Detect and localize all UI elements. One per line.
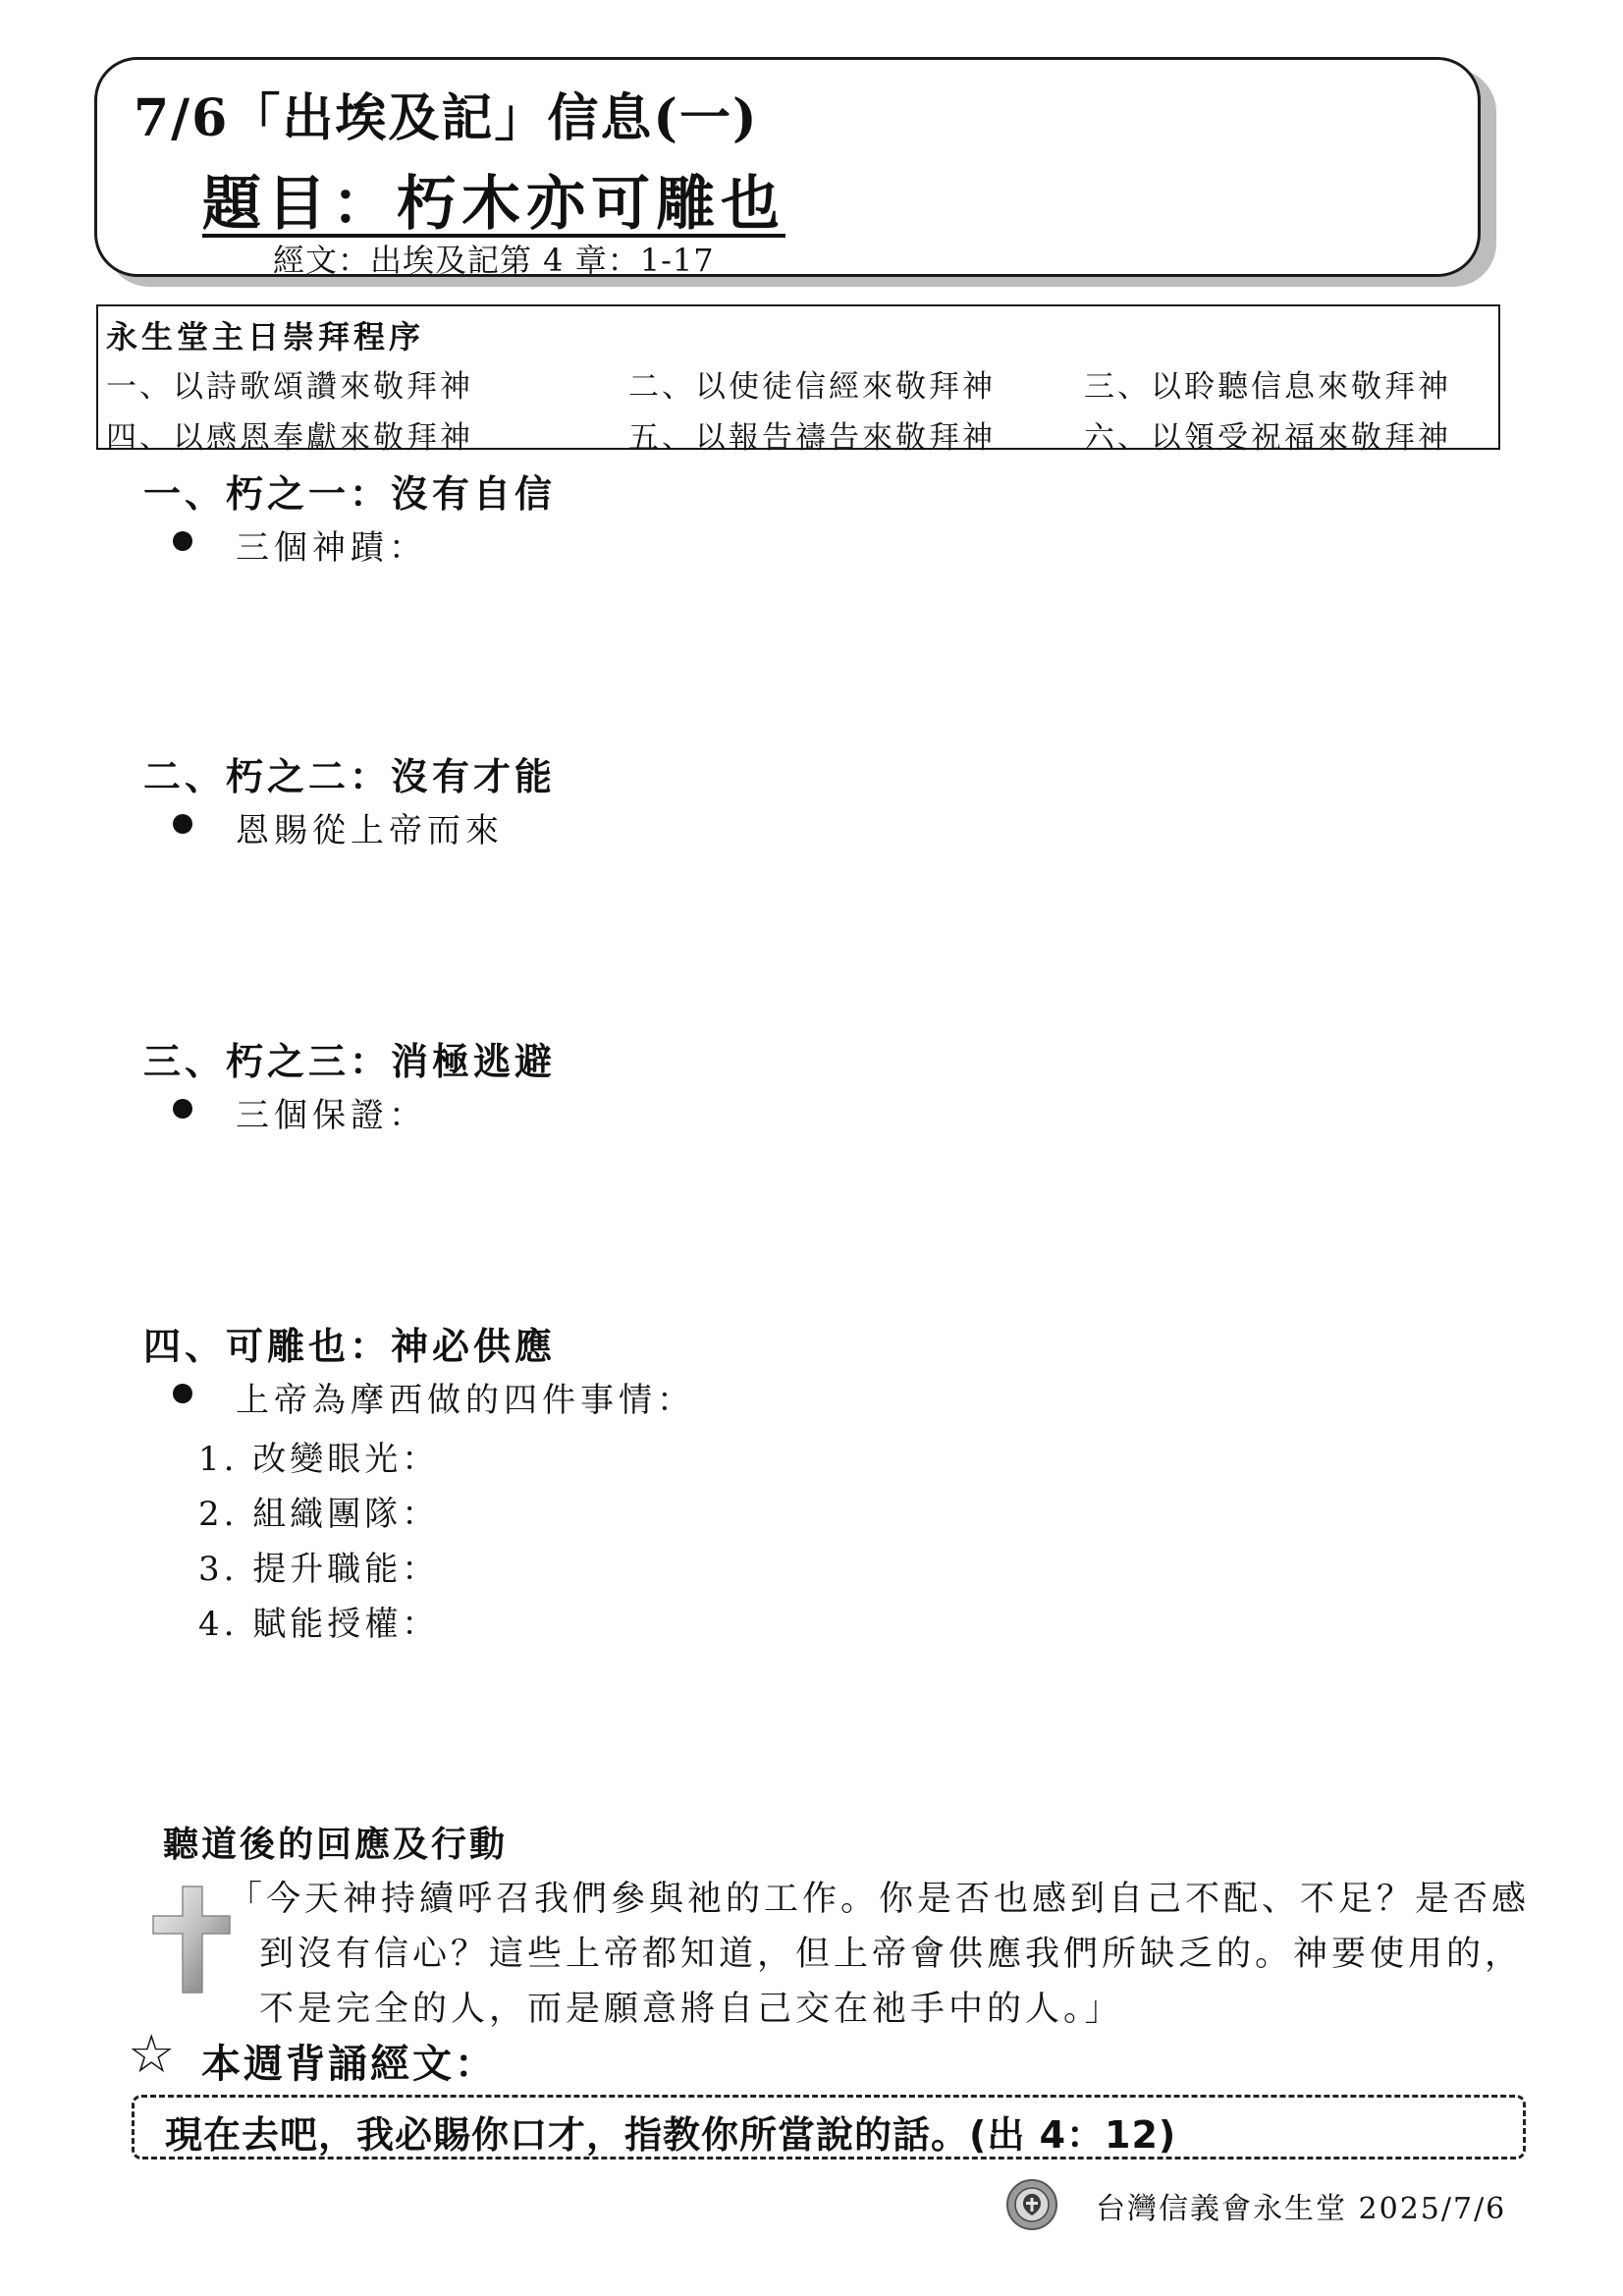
memory-verse-heading: 本週背誦經文：	[201, 2042, 497, 2087]
response-line: 不是完全的人，而是願意將自己交在祂手中的人。」	[259, 1990, 1123, 2029]
sermon-series-line: 7/6「出埃及記」信息(一)	[134, 88, 759, 148]
order-item: 一、以詩歌頌讚來敬拜神	[106, 369, 473, 405]
memory-verse-text: 現在去吧，我必賜你口才，指教你所當說的話。(出 4：12)	[165, 2113, 1177, 2157]
order-item: 六、以領受祝福來敬拜神	[1084, 420, 1451, 456]
section-heading: 二、朽之二：沒有才能	[143, 754, 557, 798]
section-heading: 三、朽之三：消極逃避	[143, 1039, 557, 1083]
sermon-title: 題目：朽木亦可雕也	[202, 170, 785, 239]
order-item: 五、以報告禱告來敬拜神	[628, 420, 996, 456]
order-of-worship-title: 永生堂主日崇拜程序	[106, 318, 425, 355]
scripture-reference: 經文：出埃及記第 4 章：1-17	[273, 242, 715, 279]
bullet-text: 恩賜從上帝而來	[236, 811, 504, 850]
bullet-text: 三個神蹟：	[236, 528, 427, 568]
bullet-icon	[173, 814, 192, 834]
order-item: 二、以使徒信經來敬拜神	[628, 369, 996, 405]
response-line: 「今天神持續呼召我們參與祂的工作。你是否也感到自己不配、不足？是否感	[228, 1880, 1531, 1919]
bullet-icon	[173, 1099, 192, 1119]
numbered-item: 2. 組織團隊：	[198, 1495, 440, 1534]
numbered-item: 4. 賦能授權：	[198, 1605, 440, 1644]
section-heading: 一、朽之一：沒有自信	[143, 471, 557, 516]
numbered-item: 1. 改變眼光：	[198, 1440, 440, 1479]
numbered-item: 3. 提升職能：	[198, 1550, 440, 1589]
response-line: 到沒有信心？這些上帝都知道，但上帝會供應我們所缺乏的。神要使用的，	[259, 1935, 1524, 1974]
star-icon: ☆	[128, 2023, 176, 2085]
cross-icon	[147, 1881, 236, 1998]
church-seal-icon	[1005, 2178, 1058, 2231]
bullet-text: 上帝為摩西做的四件事情：	[236, 1381, 695, 1420]
footer-church-date: 台灣信義會永生堂 2025/7/6	[1096, 2192, 1507, 2226]
bullet-icon	[173, 1384, 192, 1403]
order-item: 三、以聆聽信息來敬拜神	[1084, 369, 1451, 405]
bullet-text: 三個保證：	[236, 1096, 427, 1135]
section-heading: 四、可雕也：神必供應	[143, 1324, 557, 1368]
bullet-icon	[173, 531, 192, 551]
response-heading: 聽道後的回應及行動	[163, 1824, 509, 1865]
order-item: 四、以感恩奉獻來敬拜神	[106, 420, 473, 456]
